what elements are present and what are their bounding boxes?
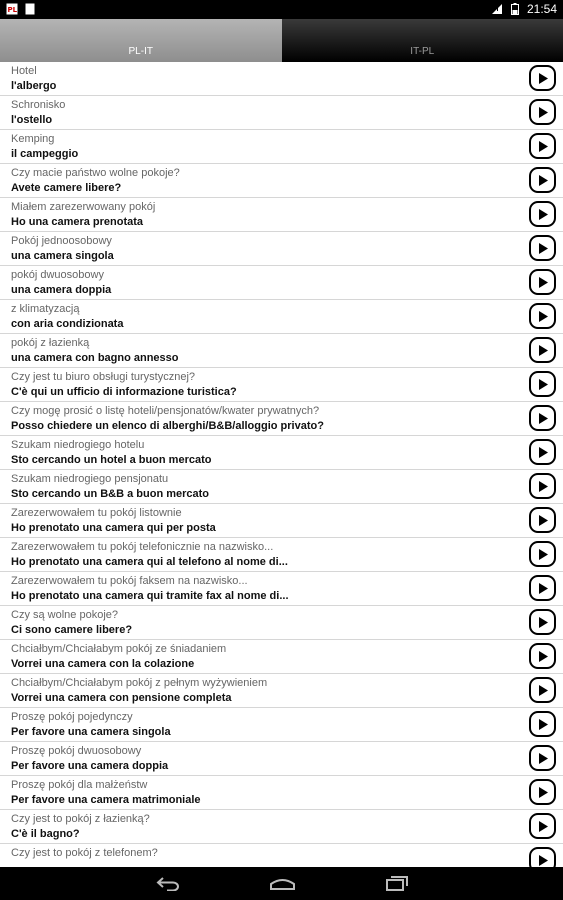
italian-translation: una camera doppia	[11, 284, 112, 296]
polish-phrase: Szukam niedrogiego pensjonatu	[11, 473, 169, 485]
polish-phrase: Chciałbym/Chciałabym pokój z pełnym wyżywieniem	[11, 677, 268, 689]
play-icon	[539, 685, 548, 696]
italian-translation: Sto cercando un hotel a buon mercato	[11, 454, 212, 466]
play-icon	[539, 413, 548, 424]
italian-translation: Vorrei una camera con la colazione	[11, 658, 195, 670]
phrase-row[interactable]	[0, 334, 563, 368]
play-icon	[539, 209, 548, 220]
polish-phrase: Czy macie państwo wolne pokoje?	[11, 167, 180, 179]
play-audio-button[interactable]	[529, 99, 556, 125]
phrase-row[interactable]	[0, 742, 563, 776]
play-audio-button[interactable]	[529, 507, 556, 533]
polish-phrase: Kemping	[11, 133, 55, 145]
italian-translation: C'è qui un ufficio di informazione turistica?	[11, 386, 237, 398]
play-icon	[539, 481, 548, 492]
status-bar-right	[491, 2, 557, 16]
play-audio-button[interactable]	[529, 269, 556, 295]
italian-translation: Ho prenotato una camera qui per posta	[11, 522, 216, 534]
play-icon	[539, 107, 548, 118]
italian-translation: una camera singola	[11, 250, 114, 262]
italian-translation: Posso chiedere un elenco di alberghi/B&B/alloggio privato?	[11, 420, 324, 432]
italian-translation: con aria condizionata	[11, 318, 124, 330]
polish-phrase: Czy jest to pokój z telefonem?	[11, 847, 158, 859]
tab-pl-it-label: PL-IT	[128, 46, 153, 57]
home-icon[interactable]	[269, 875, 296, 891]
play-icon	[539, 821, 548, 832]
play-icon	[539, 175, 548, 186]
phrase-row[interactable]	[0, 96, 563, 130]
play-icon	[539, 719, 548, 730]
polish-phrase: Czy jest to pokój z łazienką?	[11, 813, 150, 825]
polish-phrase: Czy jest tu biuro obsługi turystycznej?	[11, 371, 196, 383]
phrase-row[interactable]	[0, 606, 563, 640]
svg-text:PL: PL	[7, 6, 18, 14]
navigation-bar	[0, 867, 563, 900]
phrase-row[interactable]	[0, 538, 563, 572]
play-audio-button[interactable]	[529, 371, 556, 397]
italian-translation: C'è il bagno?	[11, 828, 80, 840]
play-audio-button[interactable]	[529, 847, 556, 867]
polish-phrase: Chciałbym/Chciałabym pokój ze śniadaniem	[11, 643, 227, 655]
play-audio-button[interactable]	[529, 643, 556, 669]
app-notification-icon	[6, 3, 18, 15]
signal-icon	[491, 3, 503, 15]
phrase-row[interactable]	[0, 572, 563, 606]
phrase-row[interactable]	[0, 62, 563, 96]
play-icon	[539, 855, 548, 866]
play-icon	[539, 447, 548, 458]
play-audio-button[interactable]	[529, 609, 556, 635]
polish-phrase: Czy są wolne pokoje?	[11, 609, 119, 621]
play-audio-button[interactable]	[529, 65, 556, 91]
phrase-row[interactable]	[0, 708, 563, 742]
play-icon	[539, 73, 548, 84]
italian-translation: Sto cercando un B&B a buon mercato	[11, 488, 210, 500]
play-icon	[539, 379, 548, 390]
status-time: 21:54	[526, 2, 557, 16]
polish-phrase: Pokój jednoosobowy	[11, 235, 112, 247]
italian-translation: Ho prenotato una camera qui al telefono al nome di...	[11, 556, 288, 568]
tab-pl-it[interactable]	[0, 19, 282, 62]
phrase-row[interactable]	[0, 198, 563, 232]
italian-translation: l'albergo	[11, 80, 57, 92]
italian-translation: Vorrei una camera con pensione completa	[11, 692, 232, 704]
play-audio-button[interactable]	[529, 167, 556, 193]
play-icon	[539, 787, 548, 798]
language-tabs	[0, 19, 563, 62]
polish-phrase: Proszę pokój dla małżeństw	[11, 779, 148, 791]
italian-translation: Per favore una camera matrimoniale	[11, 794, 201, 806]
italian-translation: Per favore una camera doppia	[11, 760, 169, 772]
phrase-row[interactable]	[0, 232, 563, 266]
play-audio-button[interactable]	[529, 337, 556, 363]
play-audio-button[interactable]	[529, 711, 556, 737]
play-audio-button[interactable]	[529, 235, 556, 261]
phrase-row[interactable]	[0, 300, 563, 334]
italian-translation: Ho prenotato una camera qui tramite fax al nome di...	[11, 590, 289, 602]
italian-translation: una camera con bagno annesso	[11, 352, 179, 364]
recent-apps-icon[interactable]	[385, 875, 409, 891]
play-audio-button[interactable]	[529, 303, 556, 329]
phrase-row[interactable]	[0, 368, 563, 402]
play-icon	[539, 515, 548, 526]
play-icon	[539, 651, 548, 662]
polish-phrase: Miałem zarezerwowany pokój	[11, 201, 156, 213]
italian-translation: Avete camere libere?	[11, 182, 122, 194]
play-audio-button[interactable]	[529, 541, 556, 567]
phrase-row[interactable]	[0, 266, 563, 300]
italian-translation: Ho una camera prenotata	[11, 216, 144, 228]
polish-phrase: Schronisko	[11, 99, 66, 111]
phrase-row[interactable]	[0, 504, 563, 538]
play-audio-button[interactable]	[529, 201, 556, 227]
play-audio-button[interactable]	[529, 405, 556, 431]
back-icon[interactable]	[155, 875, 182, 891]
phrase-row[interactable]	[0, 674, 563, 708]
polish-phrase: Szukam niedrogiego hotelu	[11, 439, 145, 451]
phrase-row[interactable]	[0, 436, 563, 470]
phrase-row[interactable]	[0, 164, 563, 198]
play-icon	[539, 141, 548, 152]
battery-icon	[511, 3, 519, 15]
italian-translation: Ci sono camere libere?	[11, 624, 133, 636]
phrase-row[interactable]	[0, 810, 563, 844]
italian-translation: il campeggio	[11, 148, 79, 160]
phrase-row[interactable]	[0, 470, 563, 504]
tab-it-pl-label: IT-PL	[410, 46, 435, 57]
phrase-row[interactable]	[0, 640, 563, 674]
polish-phrase: Proszę pokój pojedynczy	[11, 711, 133, 723]
phrase-row[interactable]	[0, 130, 563, 164]
polish-phrase: pokój z łazienką	[11, 337, 90, 349]
polish-phrase: z klimatyzacją	[11, 303, 80, 315]
status-bar-left	[6, 3, 36, 15]
play-icon	[539, 549, 548, 560]
polish-phrase: Hotel	[11, 65, 37, 77]
play-icon	[539, 277, 548, 288]
play-audio-button[interactable]	[529, 813, 556, 839]
play-icon	[539, 243, 548, 254]
play-icon	[539, 753, 548, 764]
play-icon	[539, 311, 548, 322]
status-bar	[0, 0, 563, 19]
italian-translation: Per favore una camera singola	[11, 726, 171, 738]
play-icon	[539, 345, 548, 356]
tab-it-pl[interactable]	[282, 19, 563, 62]
play-audio-button[interactable]	[529, 745, 556, 771]
phrase-row[interactable]	[0, 402, 563, 436]
polish-phrase: pokój dwuosobowy	[11, 269, 104, 281]
play-audio-button[interactable]	[529, 779, 556, 805]
phrase-row[interactable]	[0, 844, 563, 867]
polish-phrase: Zarezerwowałem tu pokój faksem na nazwisko...	[11, 575, 248, 587]
play-audio-button[interactable]	[529, 575, 556, 601]
play-audio-button[interactable]	[529, 439, 556, 465]
phrase-row[interactable]	[0, 776, 563, 810]
play-icon	[539, 583, 548, 594]
play-audio-button[interactable]	[529, 473, 556, 499]
italian-translation: l'ostello	[11, 114, 53, 126]
play-audio-button[interactable]	[529, 133, 556, 159]
play-audio-button[interactable]	[529, 677, 556, 703]
polish-phrase: Czy mogę prosić o listę hoteli/pensjonatów/kwater prywatnych?	[11, 405, 320, 417]
polish-phrase: Zarezerwowałem tu pokój listownie	[11, 507, 182, 519]
polish-phrase: Proszę pokój dwuosobowy	[11, 745, 142, 757]
play-icon	[539, 617, 548, 628]
phrase-list[interactable]	[0, 62, 563, 867]
polish-phrase: Zarezerwowałem tu pokój telefonicznie na nazwisko...	[11, 541, 274, 553]
sd-card-icon	[24, 3, 36, 15]
